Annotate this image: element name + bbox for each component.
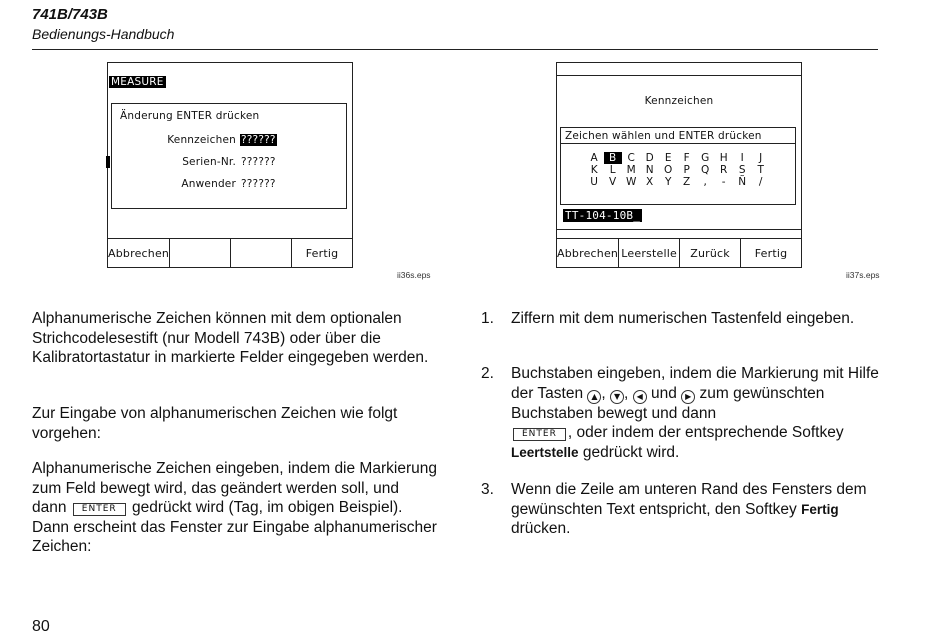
down-arrow-icon: ▼: [610, 390, 624, 404]
char-cell[interactable]: G: [701, 152, 710, 164]
char-cell[interactable]: W: [625, 176, 637, 188]
screen-measure-fields: [107, 62, 353, 268]
header-divider: [32, 49, 878, 50]
char-cell[interactable]: D: [645, 152, 654, 164]
entry-divider: [557, 229, 801, 230]
p3-before: Alphanumerische Zeichen eingeben, indem die Markierung zum Feld bewegt wird, das geändert werden soll, und dann: [32, 460, 437, 516]
entry-window-title: Kennzeichen: [644, 95, 714, 107]
screen-character-entry: [556, 62, 802, 268]
char-cell[interactable]: O: [664, 164, 673, 176]
step-3: [481, 480, 881, 540]
step-2-part-b: zum gewünschten Buchstaben bewegt und dann: [511, 384, 825, 422]
paragraph-intro: Alphanumerische Zeichen können mit dem optionalen Strichcodelesestift (nur Modell 743B) oder über die Kalibratortastatur in markierte Felder eingegeben werden.: [32, 310, 429, 366]
char-cell[interactable]: Y: [664, 176, 672, 188]
step-3-text: [511, 480, 881, 539]
softkey-done-2[interactable]: Fertig: [754, 246, 788, 260]
left-arrow-icon: ◀: [633, 390, 647, 404]
char-cell[interactable]: F: [683, 152, 690, 164]
up-arrow-icon: ▲: [587, 390, 601, 404]
softkey-back[interactable]: Zurück: [680, 239, 741, 267]
step-2-part-a: Buchstaben eingeben, indem die Markierung mit Hilfe der Tasten: [511, 365, 879, 402]
char-row: [585, 176, 775, 188]
step-3-number: 3.: [481, 481, 494, 498]
step-3-part-a: Wenn die Zeile am unteren Rand des Fensters dem gewünschten Text entspricht, den Softkey: [511, 481, 867, 518]
document-title: 741B/743B: [32, 6, 108, 23]
field-value-tag[interactable]: ??????: [241, 134, 276, 146]
char-cell[interactable]: L: [609, 164, 616, 176]
step-2: [481, 364, 881, 464]
step-3-softkey: Fertig: [801, 501, 839, 517]
step-2-part-c: , oder indem der entsprechende Softkey: [567, 424, 844, 441]
softkey-blank-2[interactable]: [170, 239, 231, 267]
step-1: [481, 309, 881, 349]
title-divider: [557, 75, 801, 76]
char-cell[interactable]: Ñ: [738, 176, 747, 188]
char-cell[interactable]: C: [627, 152, 636, 164]
char-cell[interactable]: Q: [701, 164, 710, 176]
figure-caption-2: ii37s.eps: [846, 270, 880, 280]
char-cell[interactable]: N: [645, 164, 654, 176]
softkey-done[interactable]: Fertig: [305, 246, 339, 260]
step-2-number: 2.: [481, 365, 494, 382]
char-cell[interactable]: I: [740, 152, 744, 164]
page-number: 80: [32, 618, 50, 635]
document-subtitle: Bedienungs-Handbuch: [32, 26, 175, 42]
softkey-blank-3[interactable]: [231, 239, 292, 267]
step-2-part-d: gedrückt wird.: [582, 443, 680, 461]
entry-text-line[interactable]: TT-104-10B_: [565, 209, 641, 222]
field-label-tag: Kennzeichen: [167, 134, 236, 146]
field-label-serial: Serien-Nr.: [182, 156, 236, 168]
char-cell-selected[interactable]: B: [604, 152, 623, 164]
char-cell[interactable]: A: [590, 152, 598, 164]
char-cell[interactable]: Z: [683, 176, 691, 188]
char-cell[interactable]: ,: [703, 176, 708, 188]
step-1-number: 1.: [481, 310, 494, 327]
character-grid: [585, 152, 775, 188]
dialog-prompt: Änderung ENTER drücken: [120, 110, 260, 122]
char-cell[interactable]: J: [759, 152, 763, 164]
char-cell[interactable]: S: [738, 164, 746, 176]
softkey-bar: [108, 238, 352, 267]
softkey-cancel-2[interactable]: Abbrechen: [557, 239, 619, 267]
char-cell[interactable]: U: [590, 176, 599, 188]
figure-caption-1: ii36s.eps: [397, 270, 431, 280]
char-cell[interactable]: M: [626, 164, 636, 176]
paragraph-enter-field: [32, 459, 437, 557]
prompt-divider: [561, 143, 795, 144]
step-1-text: Ziffern mit dem numerischen Tastenfeld eingeben.: [511, 310, 855, 327]
grid-prompt: Zeichen wählen und ENTER drücken: [565, 130, 762, 142]
field-label-user: Anwender: [181, 178, 236, 190]
char-cell[interactable]: T: [757, 164, 765, 176]
char-cell[interactable]: R: [720, 164, 728, 176]
change-dialog: [111, 103, 347, 209]
paragraph-procedure: Zur Eingabe von alphanumerischen Zeichen wie folgt vorgehen:: [32, 405, 398, 442]
char-cell[interactable]: P: [683, 164, 691, 176]
softkey-cancel[interactable]: Abbrechen: [108, 239, 170, 267]
step-2-text: Buchstaben eingeben, indem die Markierung mit Hilfe der Tasten ▲ , ▼ , ◀ und ▶ zum gewünschten Buchstaben bewegt und dann ENTER , oder indem der entsprechende Softkey Leertstelle gedrückt wird.: [511, 365, 879, 461]
char-cell[interactable]: V: [609, 176, 617, 188]
field-value-serial[interactable]: ??????: [241, 156, 276, 168]
hidden-field-marker: [106, 156, 110, 168]
mode-label: MEASURE: [111, 76, 164, 88]
char-cell[interactable]: /: [758, 176, 763, 188]
char-cell[interactable]: X: [646, 176, 654, 188]
softkey-space[interactable]: Leerstelle: [619, 239, 680, 267]
p3-after: gedrückt wird (Tag, im obigen Beispiel). Dann erscheint das Fenster zur Eingabe alphanumerischer Zeichen:: [32, 499, 437, 555]
step-2-and: und: [650, 384, 677, 402]
step-2-softkey: Leertstelle: [511, 444, 579, 460]
char-cell[interactable]: -: [721, 176, 726, 188]
enter-key-icon-2: ENTER: [513, 428, 566, 441]
enter-key-icon: ENTER: [73, 503, 126, 516]
char-cell[interactable]: K: [590, 164, 598, 176]
character-grid-panel: [560, 127, 796, 205]
char-row: [585, 164, 775, 176]
right-arrow-icon: ▶: [681, 390, 695, 404]
softkey-bar-2: [557, 238, 801, 267]
char-cell[interactable]: E: [664, 152, 672, 164]
char-row: [585, 152, 775, 164]
char-cell[interactable]: H: [719, 152, 728, 164]
step-3-part-b: drücken.: [511, 520, 571, 537]
field-value-user[interactable]: ??????: [241, 178, 276, 190]
